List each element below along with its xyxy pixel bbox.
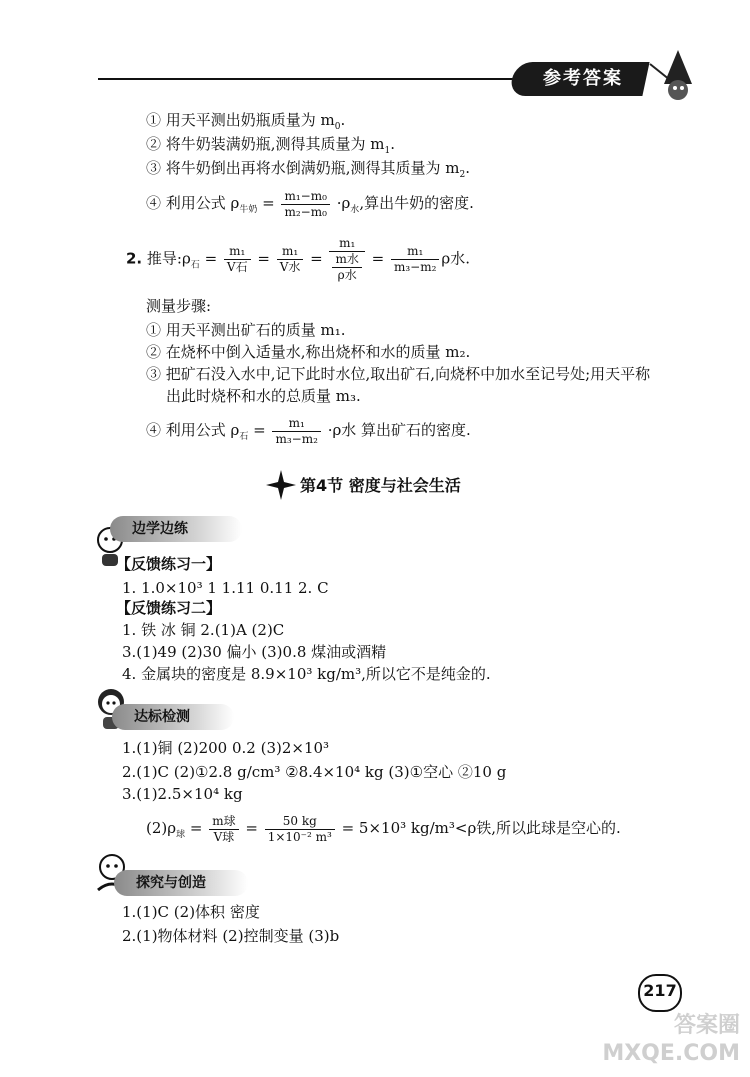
badge-bianxue: 边学边练 (110, 516, 242, 542)
header-rule (98, 78, 523, 80)
feedback-2-line-2: 3.(1)49 (2)30 偏小 (3)0.8 煤油或酒精 (122, 643, 387, 661)
feedback-1-answers: 1. 1.0×10³ 1 1.11 0.11 2. C (122, 579, 329, 597)
star-icon (266, 470, 296, 500)
mascot-wizard-icon (648, 44, 710, 106)
check-line-1: 1.(1)铜 (2)200 0.2 (3)2×10³ (122, 739, 330, 757)
watermark: 答案圈 MXQE.COM (602, 1013, 740, 1066)
measure-step-3a: ③ 把矿石没入水中,记下此时水位,取出矿石,向烧杯中加水至记号处;用天平称 (146, 365, 651, 383)
step-2: ② 将牛奶装满奶瓶,测得其质量为 $m_1$. (146, 135, 396, 156)
derivation-formula: 2. 推导$:\rho_石$ = $\frac{\text{m₁}}{\text{V石}}$ = $\frac{\text{m₁}}{\text{V水}}$ = $\frac{\text{m₁}}{\frac{\text{m水}}{\text{ρ水}}}$ = $\frac{\text{m₁}}{\text{m₃−m₂}}$ ρ水. (126, 236, 471, 282)
check-line-4-formula: $(2)\rho_球$ = $\frac{\text{m球}}{\text{V球}}$ = $\frac{50 kg}{\text{1×10⁻² m³}}$ = 5×10³ kg/m³<ρ铁,所以此球是空心的. (146, 813, 621, 844)
feedback-1-title: 【反馈练习一】 (116, 555, 222, 573)
explore-line-2: 2.(1)物体材料 (2)控制变量 (3)b (122, 927, 340, 945)
measure-step-1: ① 用天平测出矿石的质量 m₁. (146, 321, 346, 339)
measure-step-3b: 出此时烧杯和水的总质量 m₃. (166, 387, 361, 405)
badge-dabiao: 达标检测 (112, 704, 234, 730)
feedback-2-title: 【反馈练习二】 (116, 599, 222, 617)
explore-line-1: 1.(1)C (2)体积 密度 (122, 903, 260, 921)
check-line-3: 3.(1)2.5×10⁴ kg (122, 785, 243, 803)
feedback-2-line-1: 1. 铁 冰 铜 2.(1)A (2)C (122, 621, 285, 639)
section-title: 第4节 密度与社会生活 (300, 476, 461, 495)
step-3: ③ 将牛奶倒出再将水倒满奶瓶,测得其质量为 $m_2$. (146, 159, 471, 180)
badge-tanjiu: 探究与创造 (114, 870, 248, 896)
step-4-formula: ④ 利用公式 $\rho_{牛奶}$ = $\frac{\text{m₁−m₀}}{\text{m₂−m₀}}$ $\cdot\rho_水$,算出牛奶的密度. (146, 188, 474, 219)
page-number: 217 (643, 981, 677, 1000)
check-line-2: 2.(1)C (2)①2.8 g/cm³ ②8.4×10⁴ kg (3)①空心 ②10 g (122, 763, 507, 781)
header-tag-text: 参考答案 (543, 68, 623, 89)
feedback-2-line-3: 4. 金属块的密度是 8.9×10³ kg/m³,所以它不是纯金的. (122, 665, 491, 683)
measure-step-2: ② 在烧杯中倒入适量水,称出烧杯和水的质量 m₂. (146, 343, 471, 361)
steps-title: 测量步骤: (146, 297, 212, 315)
step-1: ① 用天平测出奶瓶质量为 $m_0$. (146, 111, 346, 132)
measure-step-4: ④ 利用公式 $\rho_石$ = $\frac{\text{m₁}}{\text{m₃−m₂}}$ ·ρ水 算出矿石的密度. (146, 415, 471, 446)
